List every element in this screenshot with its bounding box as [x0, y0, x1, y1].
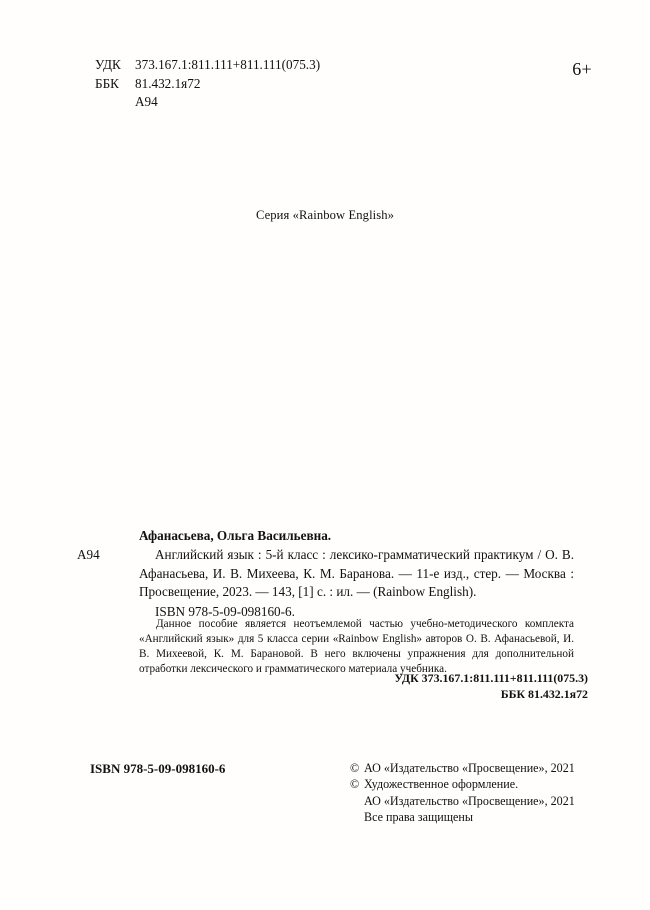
- classification-header: [95, 56, 320, 112]
- bbk-label: ББК: [95, 75, 119, 91]
- record-description: Английский язык : 5-й класс : лексико-грамматический практикум / О. В. Афанасьева, И. В. Михеева, К. М. Баранова. — 11-е изд., стер. — Москва : Просвещение, 2023. — 143, [1] с. : ил. — (Rainbow English).: [139, 547, 574, 599]
- copyright-line: [350, 793, 575, 809]
- copyright-icon: ©: [350, 761, 360, 775]
- classification-repeat-bbk: ББК 81.432.1я72: [500, 686, 588, 701]
- age-rating-badge: 6+: [572, 59, 592, 79]
- record-body: [77, 546, 574, 601]
- classification-repeat: [394, 671, 588, 702]
- record-author: Афанасьева, Ольга Васильевна.: [139, 528, 332, 543]
- bibliographic-record: [77, 527, 574, 621]
- udk-row: [95, 56, 320, 75]
- copyright-line-text: АО «Издательство «Просвещение», 2021: [364, 761, 575, 775]
- bbk-row: [95, 75, 320, 94]
- bbk-value: 81.432.1я72: [135, 75, 201, 91]
- udk-value: 373.167.1:811.111+811.111(075.3): [135, 57, 321, 72]
- footer-isbn: ISBN 978-5-09-098160-6: [90, 761, 226, 776]
- header-author-index: А94: [135, 94, 158, 109]
- copyright-line-text: Все права защищены: [364, 809, 474, 824]
- copyright-icon: ©: [350, 777, 360, 792]
- record-index: А94: [77, 547, 100, 563]
- copyright-block: [350, 760, 575, 825]
- copyright-line: [350, 760, 575, 776]
- udk-label: УДК: [95, 57, 121, 72]
- copyright-line-text: Художественное оформление.: [364, 777, 519, 792]
- copyright-line: [350, 809, 575, 825]
- classification-repeat-udk: УДК 373.167.1:811.111+811.111(075.3): [394, 671, 588, 685]
- copyright-line-text: АО «Издательство «Просвещение», 2021: [364, 793, 575, 808]
- series-title: Серия «Rainbow English»: [255, 208, 395, 222]
- record-isbn: ISBN 978-5-09-098160-6.: [155, 604, 295, 620]
- annotation-text: Данное пособие является неотъемлемой частью учебно-методического комплекта «Английский язык» для 5 класса серии «Rainbow English» авторов О. В. Афанасьевой, И. В. Михеевой, К. М. Барановой. В него включены упражнения для дополнительной отработки лексического и грамматического материала учебника.: [139, 618, 574, 676]
- copyright-line: [350, 776, 575, 792]
